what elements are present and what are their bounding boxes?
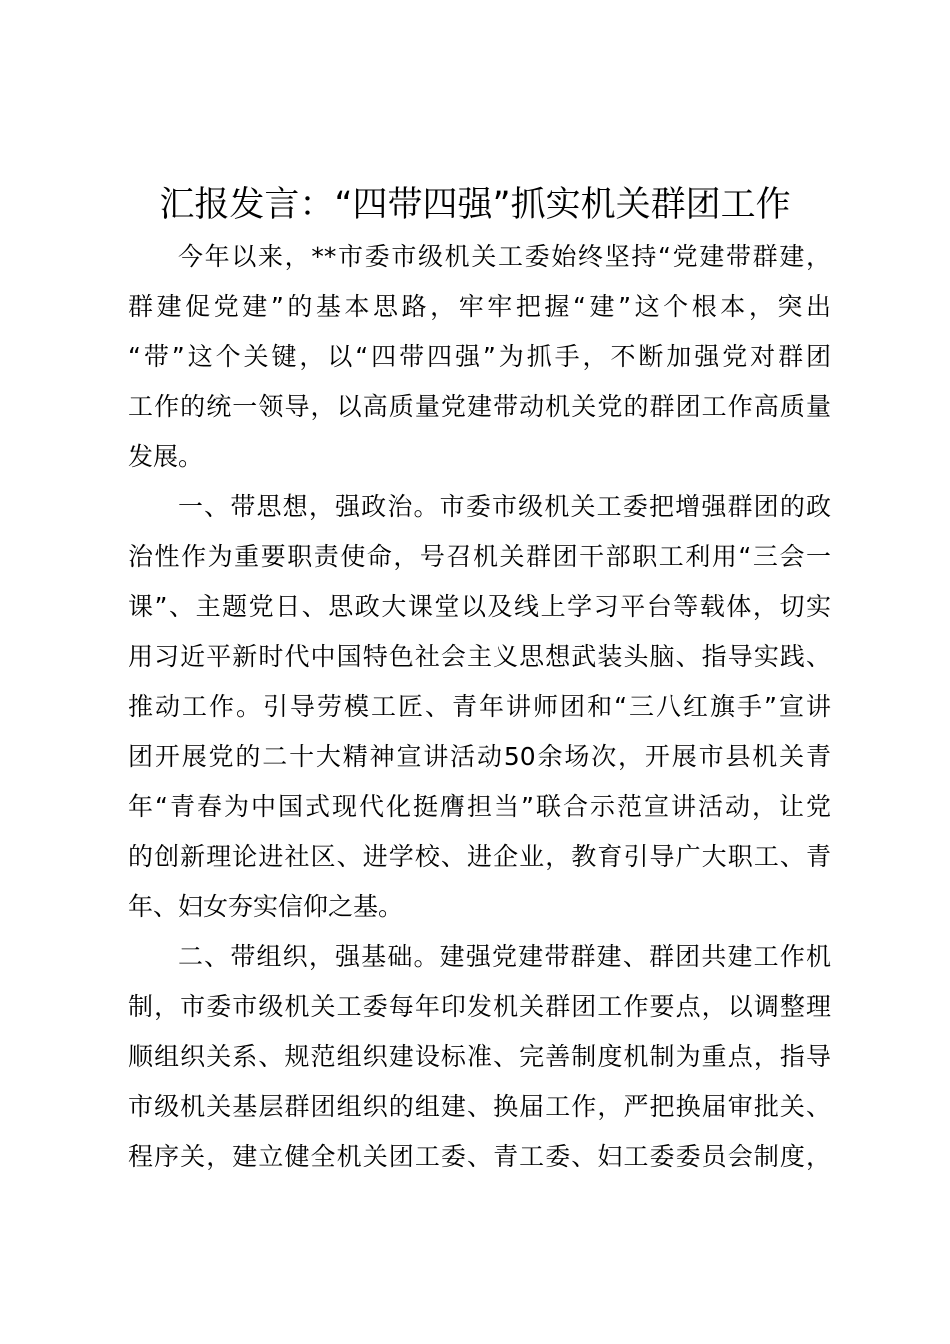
text-line: 二、带组织，强基础。建强党建带群建、群团共建工作机	[178, 942, 831, 971]
text-line: 市级机关基层群团组织的组建、换届工作，严把换届审批关、	[128, 1092, 831, 1121]
text-line: 顺组织关系、规范组织建设标准、完善制度机制为重点，指导	[128, 1042, 831, 1071]
text-line: 年、妇女夯实信仰之基。	[128, 892, 404, 921]
text-line: 的创新理论进社区、进学校、进企业，教育引导广大职工、青	[128, 842, 831, 871]
text-line: 制，市委市级机关工委每年印发机关群团工作要点，以调整理	[128, 992, 831, 1021]
document-body	[128, 232, 831, 1182]
text-line: 团开展党的二十大精神宣讲活动50余场次，开展市县机关青	[128, 742, 831, 771]
paragraph	[128, 482, 831, 932]
text-line: 一、带思想，强政治。市委市级机关工委把增强群团的政	[178, 492, 831, 521]
document-title: 汇报发言：“四带四强”抓实机关群团工作	[159, 185, 791, 225]
text-line: 工作的统一领导，以高质量党建带动机关党的群团工作高质量	[128, 392, 831, 421]
text-line: 推动工作。引导劳模工匠、青年讲师团和“三八红旗手”宣讲	[128, 692, 831, 721]
text-line: 治性作为重要职责使命，号召机关群团干部职工利用“三会一	[128, 542, 831, 571]
text-line: 用习近平新时代中国特色社会主义思想武装头脑、指导实践、	[128, 642, 831, 671]
text-line: 程序关，建立健全机关团工委、青工委、妇工委委员会制度，	[128, 1142, 831, 1171]
text-line: 年“青春为中国式现代化挺膺担当”联合示范宣讲活动，让党	[128, 792, 831, 821]
paragraph	[128, 232, 831, 482]
text-line: “带”这个关键，以“四带四强”为抓手，不断加强党对群团	[128, 342, 831, 371]
text-line: 群建促党建”的基本思路，牢牢把握“建”这个根本，突出	[128, 292, 831, 321]
text-line: 今年以来，**市委市级机关工委始终坚持“党建带群建，	[178, 242, 831, 271]
text-line: 发展。	[128, 442, 204, 471]
paragraph	[128, 932, 831, 1182]
text-line: 课”、主题党日、思政大课堂以及线上学习平台等载体，切实	[128, 592, 831, 621]
